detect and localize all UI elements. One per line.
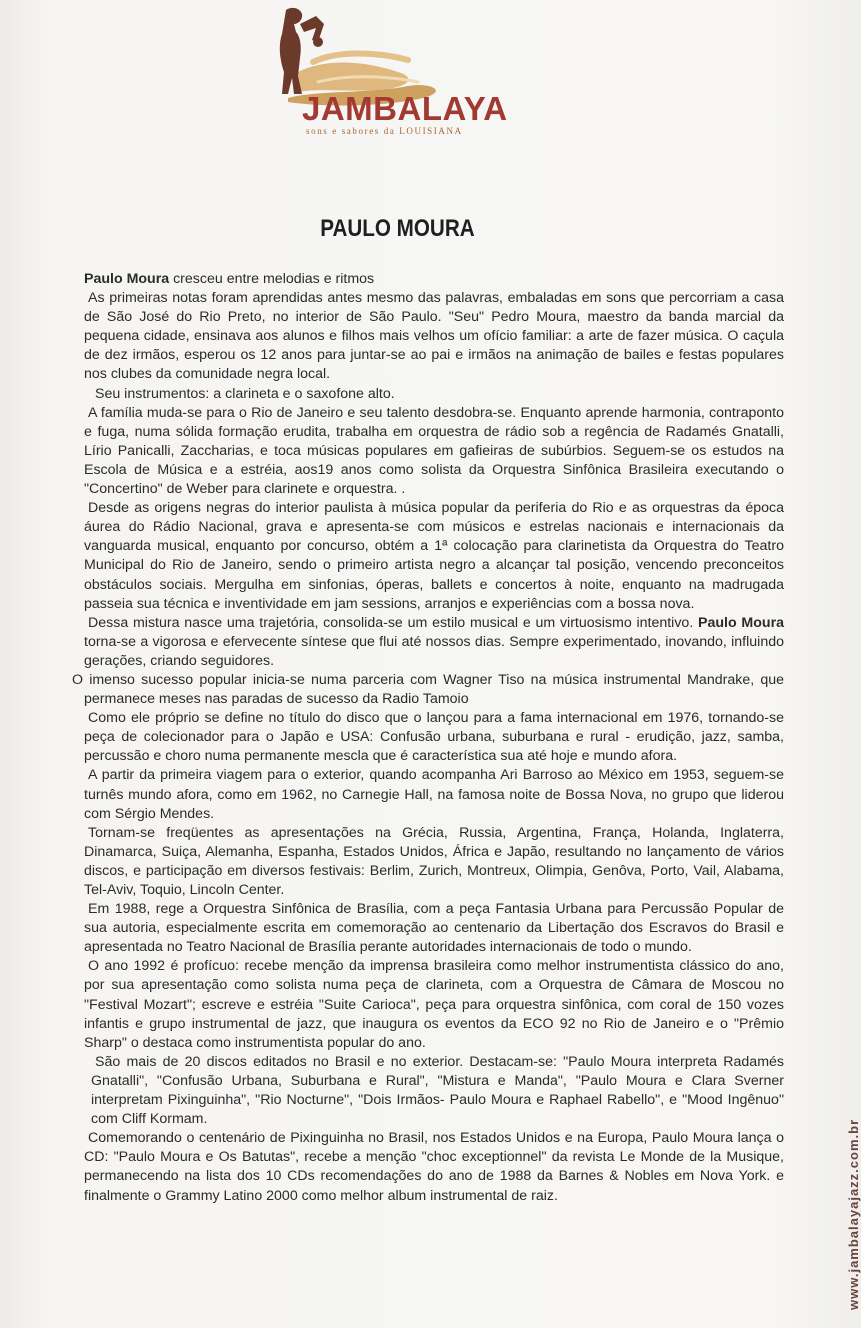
paragraph-text: cresceu entre melodias e ritmos	[169, 271, 375, 287]
paragraph-text: Dessa mistura nasce uma trajetória, consolida-se um estilo musical e um virtuosismo intentivo.	[88, 614, 699, 631]
paragraph-10: Em 1988, rege a Orquestra Sinfônica de Brasília, com a peça Fantasia Urbana para Percussão Popular de sua autoria, especialmente escrita em comemoração ao centenario da Libertação dos Escravos do Brasil e apresentada no Teatro Nacional de Brasília perante autoridades internacionais de todo o mundo.	[84, 901, 784, 956]
paragraph-7: Como ele próprio se define no título do disco que o lançou para a fama internacional em 1976, tornando-se peça de colecionador para o Japão e USA: Confusão urbana, suburbana e rural - erudição, jazz, samba, percussão e choro numa permanente mescla que é característica sua até hoje e mundo afora.	[84, 710, 784, 765]
paragraph-4: Desde as origens negras do interior paulista à música popular da periferia do Rio e as orquestras da época áurea do Rádio Nacional, grava e apresenta-se com músicos e estrelas nacionais e internacionais da vanguarda musical, enquanto por concurso, obtém a 1ª colocação para clarinetista da Orquestra do Teatro Municipal do Rio de Janeiro, sendo o primeiro artista negro a alcançar tal posição, vencendo preconceitos obstáculos sociais. Mergulha em sinfonias, óperas, ballets e concertos à noite, enquanto na madrugada passeia sua técnica e inventividade em jam sessions, arranjos e experiências com a bossa nova.	[84, 500, 784, 612]
logo-tagline: sons e sabores da LOUISIANA	[306, 126, 463, 136]
paragraph-3: A família muda-se para o Rio de Janeiro e seu talento desdobra-se. Enquanto aprende harmonia, contraponto e fuga, numa sólida formação erudita, trabalha em orquestra de rádio sob a regência de Radamés Gnatalli, Lírio Panicalli, Zaccharias, e toca músicas populares em gafieiras de subúrbios. Seguem-se os estudos na Escola de Música e a estréia, aos19 anos como solista da Orquestra Sinfônica Brasileira executando o "Concertino" de Weber para clarinete e orquestra. .	[84, 404, 784, 498]
paragraph-text-after: torna-se a vigorosa e efervecente síntese que flui até nossos dias. Sempre experimentado, inovando, influindo gerações, criando seguidores.	[84, 633, 784, 669]
paragraph-9: Tornam-se freqüentes as apresentações na Grécia, Russia, Argentina, França, Holanda, Inglaterra, Dinamarca, Suiça, Alemanha, Espanha, Estados Unidos, África e Japão, resultando no lançamento de vários discos, e participação em diversos festivais: Berlim, Zurich, Montreux, Olimpia, Genôva, Porto, Vail, Alabama, Tel-Aviv, Toquio, Lincoln Center.	[84, 824, 784, 898]
side-url: www.jambalayajazz.com.br	[846, 1118, 861, 1310]
paragraph-12: São mais de 20 discos editados no Brasil e no exterior. Destacam-se: "Paulo Moura interpreta Radamés Gnatalli", "Confusão Urbana, Suburbana e Rural", "Mistura e Manda", "Paulo Moura e Clara Sverner interpretam Pixinguinha", "Rio Nocturne", "Dois Irmãos- Paulo Moura e Raphael Rabello", e "Mood Ingênuo" com Cliff Kormam.	[91, 1053, 784, 1128]
paragraph-6: O imenso sucesso popular inicia-se numa parceria com Wagner Tiso na música instrumental Mandrake, que permanece meses nas paradas de sucesso da Radio Tamoio	[72, 671, 784, 708]
paragraph-8: A partir da primeira viagem para o exterior, quando acompanha Ari Barroso ao México em 1953, seguem-se turnês mundo afora, como em 1962, no Carnegie Hall, na famosa noite de Bossa Nova, no grupo que liderou com Sérgio Mendes.	[84, 767, 784, 822]
paragraph-strong: Paulo Moura	[698, 614, 784, 631]
paragraph-0	[84, 270, 784, 289]
paragraph-2: Seu instrumentos: a clarineta e o saxofone alto.	[95, 385, 395, 402]
jambalaya-logo	[258, 2, 508, 140]
paragraph-1: As primeiras notas foram aprendidas antes mesmo das palavras, embaladas em sons que percorriam a casa de São José do Rio Preto, no interior de São Paulo. "Seu" Pedro Moura, maestro da banda marcial da pequena cidade, ensinava aos alunos e filhos mais velhos um ofício familiar: a arte de fazer música. O caçula de dez irmãos, esperou os 12 anos para juntar-se ao pai e irmãos na animação de bailes e festas populares nos clubes da comunidade negra local.	[84, 290, 784, 383]
article-body	[72, 270, 784, 1206]
logo-wordmark: JAMBALAYA	[302, 90, 508, 127]
paragraph-13: Comemorando o centenário de Pixinguinha no Brasil, nos Estados Unidos e na Europa, Paulo Moura lança o CD: "Paulo Moura e Os Batutas", recebe a menção "choc exceptionnel" da revista Le Monde de la Musique, permanecendo na lista dos 10 CDs recomendações do ano de 1988 da Barnes & Nobles em Nova York. e finalmente o Grammy Latino 2000 como melhor album instrumental de raiz.	[84, 1130, 784, 1204]
paragraph-5	[84, 614, 784, 671]
paragraph-11: O ano 1992 é profícuo: recebe menção da imprensa brasileira como melhor instrumentista clássico do ano, por sua apresentação como solista numa peça de clarineta, com a Orquestra de Câmara de Moscou no "Festival Mozart"; escreve e estréia "Suite Carioca", peça para orquestra sinfônica, com coral de 150 vozes infantis e grupo instrumental de jazz, que inaugura os eventos da ECO 92 no Rio de Janeiro e o "Prêmio Sharp" o destaca como instrumentista popular do ano.	[84, 958, 784, 1051]
paragraph-strong: Paulo Moura	[84, 271, 170, 287]
page-title: PAULO MOURA	[320, 215, 475, 242]
